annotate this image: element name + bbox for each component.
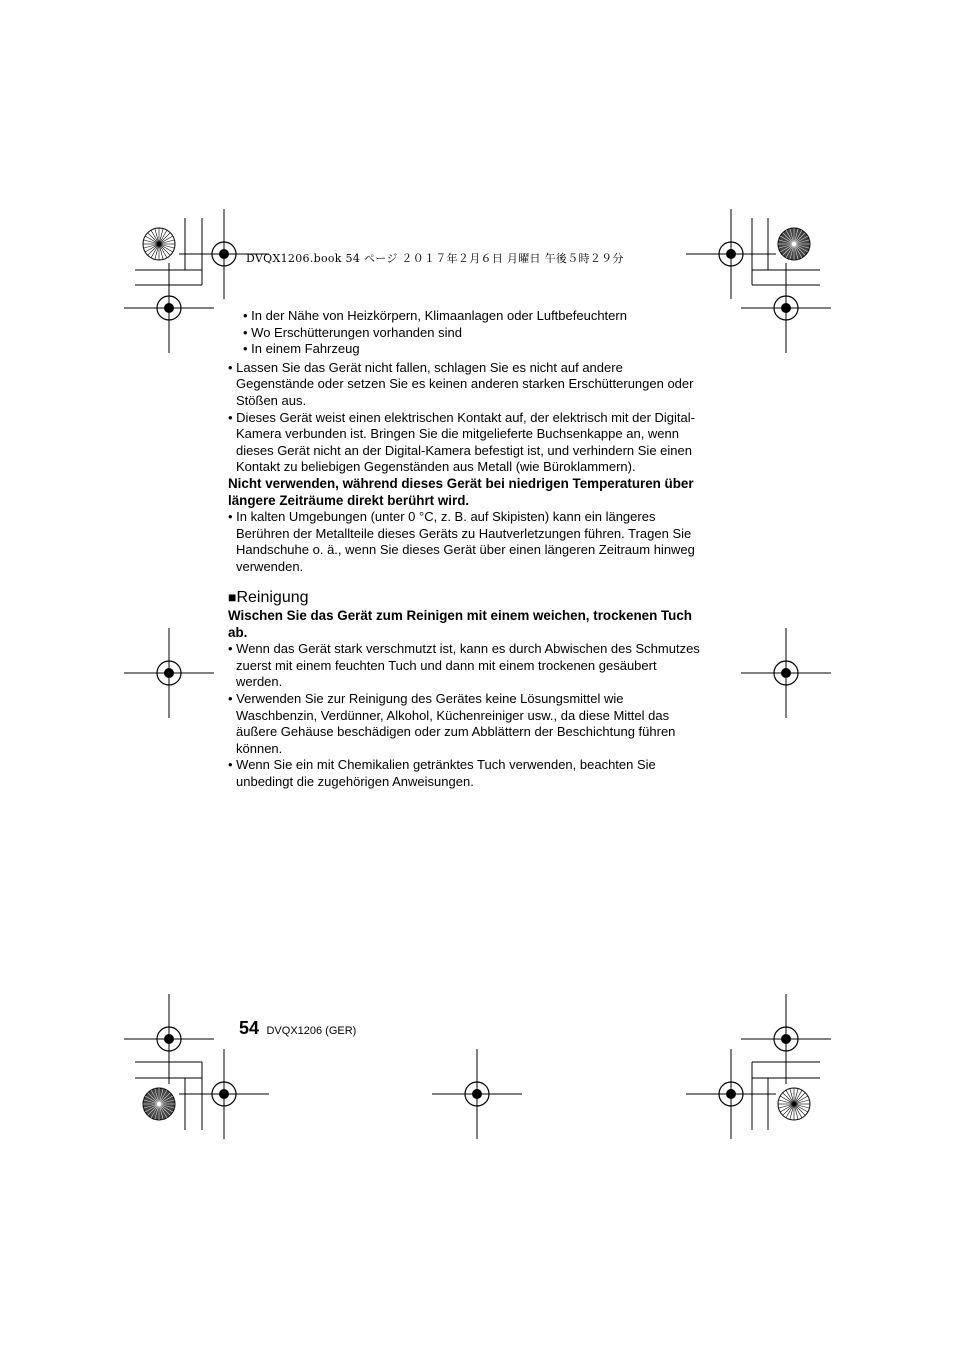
section-heading: ■Reinigung (228, 588, 309, 606)
list-item: • Wenn Sie ein mit Chemikalien getränktes Tuch verwenden, beachten Sie unbedingt die zugehörigen Anweisungen. (228, 757, 656, 790)
cleaning-instruction: Wischen Sie das Gerät zum Reinigen mit einem weichen, trockenen Tuch ab. (228, 608, 692, 640)
page-footer (239, 1018, 356, 1039)
main-content (228, 308, 700, 791)
warning-text: Nicht verwenden, während dieses Gerät bei niedrigen Temperaturen über längere Zeiträume direkt berührt wird. (228, 475, 694, 508)
list-item: • In der Nähe von Heizkörpern, Klimaanlagen oder Luftbefeuchtern (243, 308, 627, 323)
list-item: • In kalten Umgebungen (unter 0 °C, z. B. auf Skipisten) kann ein längeres Berühren der Metallteile dieses Geräts zu Hautverletzungen führen. Tragen Sie Handschuhe o. ä., wenn Sie dieses Gerät über einen längeren Zeitraum hinweg verwenden. (228, 509, 695, 574)
print-slug: DVQX1206.book 54 ページ ２０１７年２月６日 月曜日 午後５時２９分 (246, 252, 624, 265)
list-item: • Wo Erschütterungen vorhanden sind (243, 324, 462, 340)
page-number: 54 (239, 1018, 260, 1038)
document-code: DVQX1206 (GER) (266, 1025, 357, 1037)
square-bullet-icon: ■ (228, 588, 237, 605)
sub-bullet-list (228, 308, 700, 358)
list-item: • In einem Fahrzeug (243, 341, 360, 357)
list-item: • Wenn das Gerät stark verschmutzt ist, kann es durch Abwischen des Schmutzes zuerst mit einem feuchten Tuch und dann mit einem trockenen gesäubert werden. (228, 641, 700, 690)
list-item: • Dieses Gerät weist einen elektrischen Kontakt auf, der elektrisch mit der Digital-Kamera verbunden ist. Bringen Sie die mitgelieferte Buchsenkappe an, wenn dieses Gerät nicht an der Digital-Kamera befestigt ist, und verhindern Sie einen Kontakt zu beliebigen Gegenständen aus Metall (wie Büroklammern). (228, 409, 695, 475)
list-item: • Lassen Sie das Gerät nicht fallen, schlagen Sie es nicht auf andere Gegenstände oder setzen Sie es keinen anderen starken Erschütterungen oder Stößen aus. (228, 359, 694, 408)
list-item: • Verwenden Sie zur Reinigung des Gerätes keine Lösungsmittel wie Waschbenzin, Verdünner, Alkohol, Küchenreiniger usw., da diese Mittel das äußere Gehäuse beschädigen oder zum Abblättern der Beschichtung führen können. (228, 691, 676, 756)
